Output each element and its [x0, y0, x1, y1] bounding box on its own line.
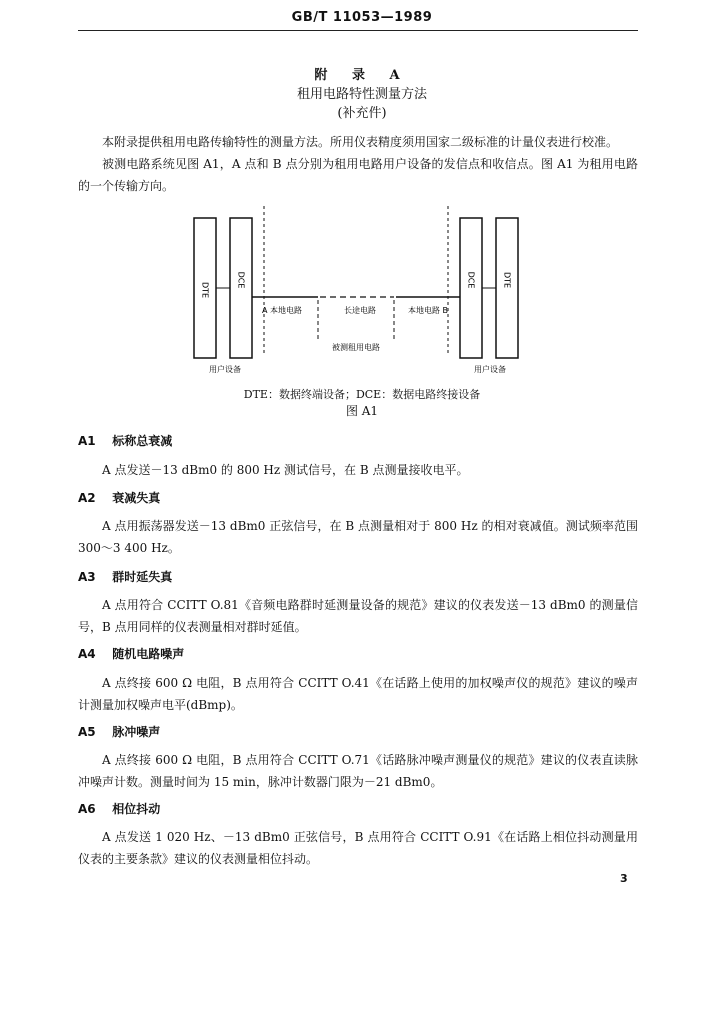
point-b-label: 本地电路 B: [408, 306, 449, 315]
left-dce-label: DCE: [236, 271, 246, 289]
page-number: 3: [620, 872, 628, 885]
header-rule: [78, 30, 638, 31]
section-a6-heading: [78, 800, 638, 817]
section-a3-body: A 点用符合 CCITT O.81《音频电路群时延测量设备的规范》建议的仪表发送－13 dBm0 的测量信号，B 点用同样的仪表测量相对群时延值。: [78, 598, 638, 634]
section-title: 脉冲噪声: [112, 725, 161, 739]
standard-header: GB/T 11053—1989: [291, 10, 433, 25]
section-number: A6: [78, 802, 96, 816]
section-title: 群时延失真: [112, 570, 173, 584]
left-equipment-label: 用户设备: [209, 365, 241, 374]
point-a-label: A 本地电路: [262, 306, 303, 315]
section-number: A4: [78, 647, 96, 661]
tested-circuit-label: 被测租用电路: [332, 343, 380, 352]
section-title: 标称总衰减: [112, 434, 173, 448]
section-title: 相位抖动: [112, 802, 161, 816]
appendix-subtitle: 租用电路特性测量方法: [296, 87, 427, 102]
section-number: A1: [78, 434, 96, 448]
left-dte-label: DTE: [200, 281, 210, 299]
section-a4-body: A 点终接 600 Ω 电阻，B 点用符合 CCITT O.41《在话路上使用的加权噪声仪的规范》建议的噪声计测量加权噪声电平(dBmp)。: [78, 676, 638, 712]
section-a5-heading: [78, 723, 638, 740]
section-a4-heading: [78, 645, 638, 662]
long-distance-label: 长途电路: [344, 306, 376, 315]
intro-paragraph-2: 被测电路系统见图 A1，A 点和 B 点分别为租用电路用户设备的发信点和收信点。图 A1 为租用电路的一个传输方向。: [78, 157, 638, 193]
section-a1-body: A 点发送－13 dBm0 的 800 Hz 测试信号，在 B 点测量接收电平。: [102, 463, 469, 477]
figure-caption: DTE：数据终端设备；DCE：数据电路终接设备: [243, 388, 481, 401]
section-number: A5: [78, 725, 96, 739]
intro-paragraph-1: 本附录提供租用电路传输特性的测量方法。所用仪表精度须用国家二级标准的计量仪表进行校准。: [102, 135, 619, 149]
section-title: 随机电路噪声: [112, 647, 185, 661]
section-a5-body: A 点终接 600 Ω 电阻，B 点用符合 CCITT O.71《话路脉冲噪声测量仪的规范》建议的仪表直读脉冲噪声计数。测量时间为 15 min，脉冲计数器门限为－21 dBm0。: [78, 753, 638, 789]
section-number: A3: [78, 570, 96, 584]
appendix-title: 附 录 A: [314, 68, 410, 83]
figure-a1-diagram: [180, 200, 540, 390]
section-a3-heading: [78, 568, 638, 585]
appendix-note: (补充件): [337, 106, 387, 121]
section-title: 衰减失真: [112, 491, 161, 505]
section-number: A2: [78, 491, 96, 505]
section-a1-heading: [78, 432, 638, 449]
section-a6-body: A 点发送 1 020 Hz、－13 dBm0 正弦信号，B 点用符合 CCITT O.91《在话路上相位抖动测量用仪表的主要条款》建议的仪表测量相位抖动。: [78, 830, 638, 866]
section-a2-body: A 点用振荡器发送－13 dBm0 正弦信号，在 B 点测量相对于 800 Hz 的相对衰减值。测试频率范围 300～3 400 Hz。: [78, 519, 638, 555]
right-dce-label: DCE: [466, 271, 476, 289]
right-equipment-label: 用户设备: [474, 365, 506, 374]
right-dte-label: DTE: [502, 271, 512, 289]
figure-label: 图 A1: [345, 404, 379, 418]
section-a2-heading: [78, 489, 638, 506]
